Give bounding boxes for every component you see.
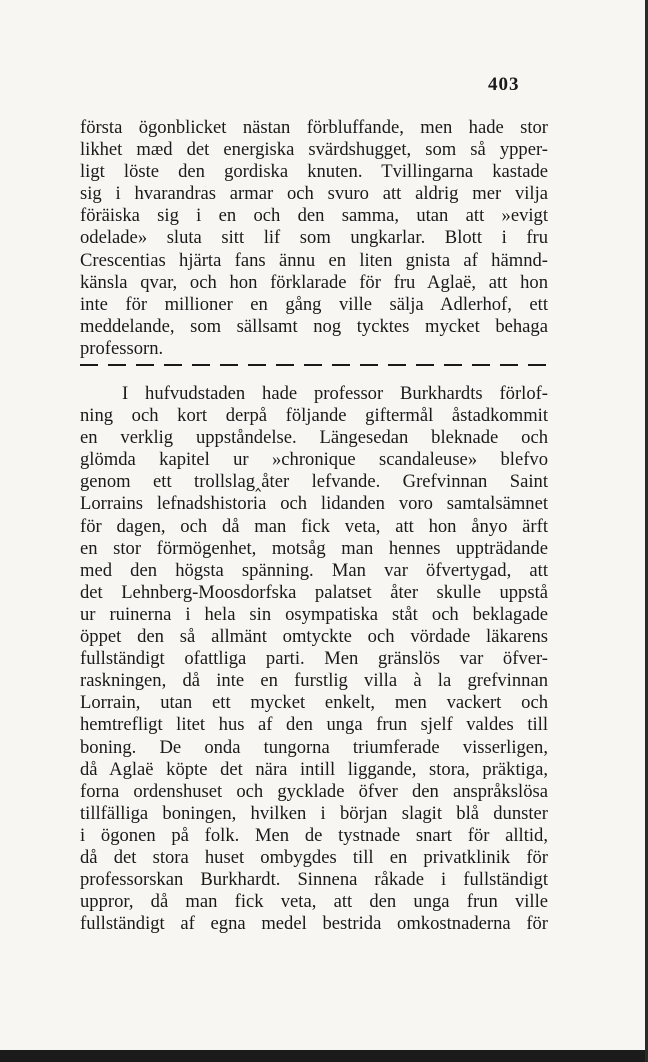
text-line: raskningen, då inte en furstlig villa à la grefvinnan (80, 670, 548, 692)
text-line: Lorrains lefnadshistoria och lidanden voro samtalsämnet (80, 493, 548, 515)
text-line: professorskan Burkhardt. Sinnena råkade i fullständigt (80, 869, 548, 891)
text-line: ligt löste den gordiska knuten. Tvillingarna kastade (80, 161, 548, 183)
text-line: meddelande, som sällsamt nog tycktes mycket behaga (80, 315, 548, 337)
text-line: öppet den så allmänt omtyckte och vördade läkarens (80, 626, 548, 648)
text-line: då Aglaë köpte det nära intill liggande, stora, präktiga, (80, 758, 548, 780)
scan-bottom-edge (0, 1050, 648, 1062)
text-line: för dagen, och då man fick veta, att hon ånyo ärft (80, 515, 548, 537)
section-divider (80, 364, 548, 366)
page-number: 403 (488, 74, 520, 95)
text-line: ur ruinerna i hela sin osympatiska ståt och beklagade (80, 603, 548, 625)
text-line: boning. De onda tungorna triumferade visserligen, (80, 736, 548, 758)
text-line: sig i hvarandras armar och svuro att aldrig mer vilja (80, 183, 548, 205)
text-line: det Lehnberg-Moosdorfska palatset åter skulle uppstå (80, 581, 548, 603)
text-line: fullständigt ofattliga parti. Men gränslös var öfver- (80, 648, 548, 670)
text-line: professorn. (80, 337, 164, 359)
text-line: första ögonblicket nästan förbluffande, men hade stor (80, 117, 548, 138)
text-line: fullständigt af egna medel bestrida omkostnaderna för (80, 913, 548, 935)
text-line: odelade» sluta sitt lif som ungkarlar. Blott i fru (80, 227, 548, 249)
text-line: inte för millioner en gång ville sälja Adlerhof, ett (80, 293, 548, 315)
text-line: I hufvudstaden hade professor Burkhardts förlof- (122, 383, 548, 404)
text-line: föräiska sig i en och den samma, utan att »evigt (80, 205, 548, 227)
text-line: med den högsta spänning. Man var öfvertygad, att (80, 559, 548, 581)
text-line: en verklig uppståndelse. Längesedan bleknade och (80, 427, 548, 449)
text-line: genom ett trollslag‸åter lefvande. Grefvinnan Saint (80, 471, 548, 493)
text-line: då det stora huset ombygdes till en privatklinik för (80, 846, 548, 868)
text-line: glömda kapitel ur »chronique scandaleuse» blefvo (80, 449, 548, 471)
text-line: likhet mæd det energiska svärdshugget, som så ypper- (80, 139, 548, 161)
text-line: Crescentias hjärta fans ännu en liten gnista af hämnd- (80, 249, 548, 271)
text-line: forna ordenshuset och gycklade öfver den anspråkslösa (80, 780, 548, 802)
text-line: i ögonen på folk. Men de tystnade snart för alltid, (80, 824, 548, 846)
text-line: hemtrefligt litet hus af den unga frun sjelf valdes till (80, 714, 548, 736)
text-line: Lorrain, utan ett mycket enkelt, men vackert och (80, 692, 548, 714)
text-line: en stor förmögenhet, motsåg man hennes uppträdande (80, 537, 548, 559)
text-line: känsla qvar, och hon förklarade för fru Aglaë, att hon (80, 271, 548, 293)
paragraph-2 (80, 383, 548, 935)
text-line: uppror, då man fick veta, att den unga frun ville (80, 891, 548, 913)
text-line: ning och kort derpå följande giftermål åstadkommit (80, 405, 548, 427)
paragraph-1 (80, 117, 548, 360)
text-line: tillfälliga boningen, hvilken i början slagit blå dunster (80, 802, 548, 824)
